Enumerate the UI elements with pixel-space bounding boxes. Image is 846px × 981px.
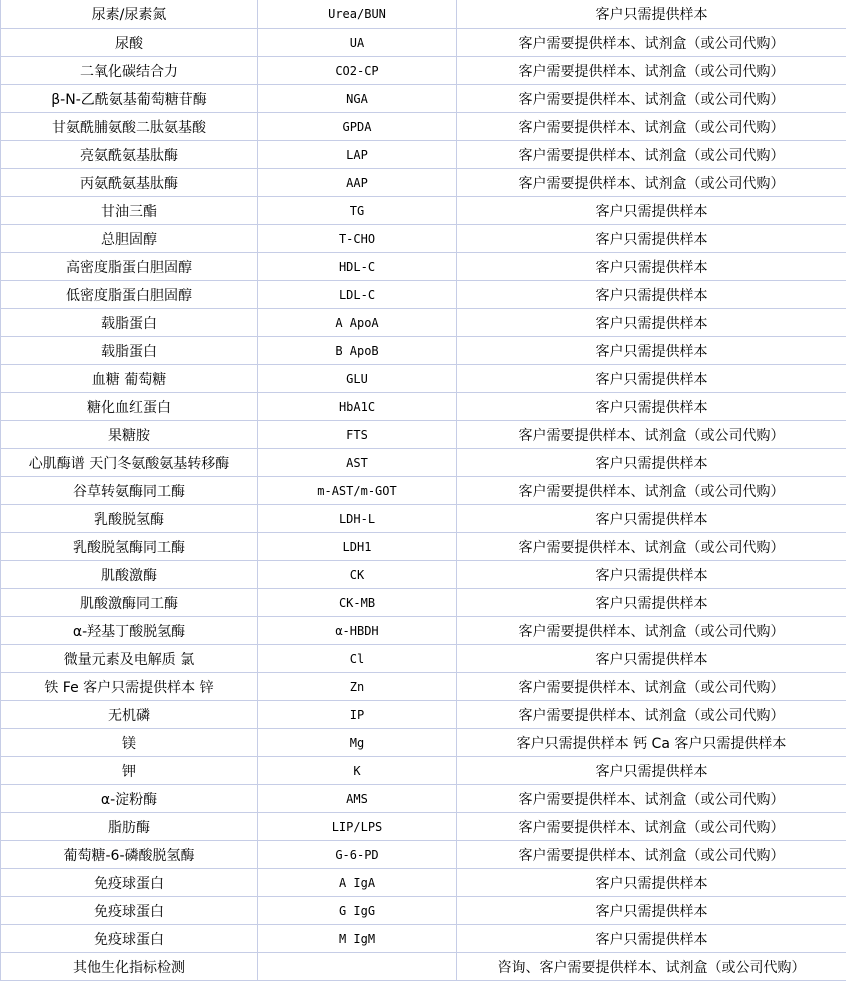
table-row — [1, 729, 846, 757]
table-row — [1, 533, 846, 561]
test-name-cell: α-淀粉酶 — [1, 785, 258, 813]
test-abbreviation-cell: UA — [258, 29, 457, 57]
test-name-cell: 镁 — [1, 729, 258, 757]
test-name-cell: 亮氨酰氨基肽酶 — [1, 141, 258, 169]
test-abbreviation-cell: Urea/BUN — [258, 0, 457, 29]
test-abbreviation-cell: GLU — [258, 365, 457, 393]
table-row — [1, 785, 846, 813]
test-abbreviation-cell: α-HBDH — [258, 617, 457, 645]
sample-requirement-cell: 客户只需提供样本 — [457, 561, 846, 589]
test-name-cell: 载脂蛋白 — [1, 309, 258, 337]
test-abbreviation-cell: AAP — [258, 169, 457, 197]
test-name-cell: 甘氨酰脯氨酸二肽氨基酸 — [1, 113, 258, 141]
table-row — [1, 589, 846, 617]
test-name-cell: 其他生化指标检测 — [1, 953, 258, 981]
test-name-cell: 铁 Fe 客户只需提供样本 锌 — [1, 673, 258, 701]
table-row — [1, 225, 846, 253]
sample-requirement-cell: 客户只需提供样本 — [457, 925, 846, 953]
test-abbreviation-cell: HDL-C — [258, 253, 457, 281]
table-row — [1, 421, 846, 449]
test-name-cell: 乳酸脱氢酶 — [1, 505, 258, 533]
sample-requirement-cell: 客户需要提供样本、试剂盒（或公司代购） — [457, 785, 846, 813]
test-name-cell: 肌酸激酶 — [1, 561, 258, 589]
test-abbreviation-cell: M IgM — [258, 925, 457, 953]
table-row — [1, 841, 846, 869]
test-name-cell: 免疫球蛋白 — [1, 925, 258, 953]
sample-requirement-cell: 客户只需提供样本 — [457, 225, 846, 253]
table-row — [1, 925, 846, 953]
test-name-cell: 尿素/尿素氮 — [1, 0, 258, 29]
test-name-cell: 丙氨酰氨基肽酶 — [1, 169, 258, 197]
table-row — [1, 365, 846, 393]
sample-requirement-cell: 客户需要提供样本、试剂盒（或公司代购） — [457, 813, 846, 841]
sample-requirement-cell: 客户需要提供样本、试剂盒（或公司代购） — [457, 673, 846, 701]
table-row — [1, 337, 846, 365]
table-row — [1, 757, 846, 785]
test-abbreviation-cell: B ApoB — [258, 337, 457, 365]
test-name-cell: 微量元素及电解质 氯 — [1, 645, 258, 673]
test-abbreviation-cell: GPDA — [258, 113, 457, 141]
test-name-cell: 血糖 葡萄糖 — [1, 365, 258, 393]
test-name-cell: 载脂蛋白 — [1, 337, 258, 365]
test-abbreviation-cell: K — [258, 757, 457, 785]
test-abbreviation-cell: LDH-L — [258, 505, 457, 533]
test-name-cell: 总胆固醇 — [1, 225, 258, 253]
table-row — [1, 141, 846, 169]
sample-requirement-cell: 客户只需提供样本 — [457, 897, 846, 925]
test-abbreviation-cell: G-6-PD — [258, 841, 457, 869]
test-name-cell: 甘油三酯 — [1, 197, 258, 225]
test-name-cell: 脂肪酶 — [1, 813, 258, 841]
table-row — [1, 309, 846, 337]
test-name-cell: 高密度脂蛋白胆固醇 — [1, 253, 258, 281]
table-row — [1, 617, 846, 645]
test-name-cell: 谷草转氨酶同工酶 — [1, 477, 258, 505]
table-row — [1, 253, 846, 281]
test-abbreviation-cell — [258, 953, 457, 981]
test-name-cell: α-羟基丁酸脱氢酶 — [1, 617, 258, 645]
sample-requirement-cell: 客户需要提供样本、试剂盒（或公司代购） — [457, 29, 846, 57]
table-row — [1, 449, 846, 477]
test-name-cell: 葡萄糖-6-磷酸脱氢酶 — [1, 841, 258, 869]
test-abbreviation-cell: T-CHO — [258, 225, 457, 253]
table-row — [1, 869, 846, 897]
test-name-cell: 无机磷 — [1, 701, 258, 729]
sample-requirement-cell: 客户只需提供样本 — [457, 0, 846, 29]
table-row — [1, 0, 846, 29]
test-abbreviation-cell: AST — [258, 449, 457, 477]
test-abbreviation-cell: m-AST/m-GOT — [258, 477, 457, 505]
table-row — [1, 561, 846, 589]
sample-requirement-cell: 客户需要提供样本、试剂盒（或公司代购） — [457, 617, 846, 645]
sample-requirement-cell: 客户需要提供样本、试剂盒（或公司代购） — [457, 841, 846, 869]
sample-requirement-cell: 客户只需提供样本 — [457, 757, 846, 785]
test-name-cell: 免疫球蛋白 — [1, 897, 258, 925]
test-name-cell: 糖化血红蛋白 — [1, 393, 258, 421]
sample-requirement-cell: 客户需要提供样本、试剂盒（或公司代购） — [457, 169, 846, 197]
sample-requirement-cell: 客户需要提供样本、试剂盒（或公司代购） — [457, 113, 846, 141]
table-row — [1, 477, 846, 505]
table-row — [1, 57, 846, 85]
test-name-cell: β-N-乙酰氨基葡萄糖苷酶 — [1, 85, 258, 113]
test-abbreviation-cell: AMS — [258, 785, 457, 813]
test-abbreviation-cell: G IgG — [258, 897, 457, 925]
table-row — [1, 169, 846, 197]
test-abbreviation-cell: CO2-CP — [258, 57, 457, 85]
sample-requirement-cell: 客户只需提供样本 — [457, 281, 846, 309]
table-row — [1, 85, 846, 113]
sample-requirement-cell: 客户只需提供样本 — [457, 309, 846, 337]
table-row — [1, 113, 846, 141]
test-abbreviation-cell: Cl — [258, 645, 457, 673]
test-abbreviation-cell: FTS — [258, 421, 457, 449]
table-row — [1, 813, 846, 841]
table-row — [1, 645, 846, 673]
test-name-cell: 尿酸 — [1, 29, 258, 57]
sample-requirement-cell: 客户只需提供样本 — [457, 365, 846, 393]
test-abbreviation-cell: CK — [258, 561, 457, 589]
sample-requirement-cell: 客户只需提供样本 — [457, 645, 846, 673]
sample-requirement-cell: 客户只需提供样本 — [457, 505, 846, 533]
test-abbreviation-cell: NGA — [258, 85, 457, 113]
table-row — [1, 393, 846, 421]
sample-requirement-cell: 客户只需提供样本 — [457, 393, 846, 421]
test-abbreviation-cell: CK-MB — [258, 589, 457, 617]
sample-requirement-cell: 客户只需提供样本 — [457, 337, 846, 365]
sample-requirement-cell: 咨询、客户需要提供样本、试剂盒（或公司代购） — [457, 953, 846, 981]
test-name-cell: 心肌酶谱 天门冬氨酸氨基转移酶 — [1, 449, 258, 477]
test-name-cell: 肌酸激酶同工酶 — [1, 589, 258, 617]
table-row — [1, 701, 846, 729]
sample-requirement-cell: 客户需要提供样本、试剂盒（或公司代购） — [457, 141, 846, 169]
table-row — [1, 281, 846, 309]
test-abbreviation-cell: LIP/LPS — [258, 813, 457, 841]
test-name-cell: 二氧化碳结合力 — [1, 57, 258, 85]
test-name-cell: 钾 — [1, 757, 258, 785]
sample-requirement-cell: 客户只需提供样本 — [457, 449, 846, 477]
test-abbreviation-cell: TG — [258, 197, 457, 225]
test-abbreviation-cell: Zn — [258, 673, 457, 701]
table-body — [1, 0, 846, 981]
table-row — [1, 897, 846, 925]
test-abbreviation-cell: IP — [258, 701, 457, 729]
test-name-cell: 乳酸脱氢酶同工酶 — [1, 533, 258, 561]
sample-requirement-cell: 客户只需提供样本 — [457, 197, 846, 225]
sample-requirement-cell: 客户需要提供样本、试剂盒（或公司代购） — [457, 421, 846, 449]
table-row — [1, 673, 846, 701]
test-abbreviation-cell: A ApoA — [258, 309, 457, 337]
table-row — [1, 953, 846, 981]
sample-requirement-cell: 客户只需提供样本 — [457, 253, 846, 281]
sample-requirement-cell: 客户只需提供样本 钙 Ca 客户只需提供样本 — [457, 729, 846, 757]
sample-requirement-cell: 客户需要提供样本、试剂盒（或公司代购） — [457, 85, 846, 113]
sample-requirement-cell: 客户只需提供样本 — [457, 869, 846, 897]
test-abbreviation-cell: HbA1C — [258, 393, 457, 421]
test-abbreviation-cell: A IgA — [258, 869, 457, 897]
test-name-cell: 果糖胺 — [1, 421, 258, 449]
sample-requirement-cell: 客户需要提供样本、试剂盒（或公司代购） — [457, 533, 846, 561]
test-abbreviation-cell: LDH1 — [258, 533, 457, 561]
sample-requirement-cell: 客户需要提供样本、试剂盒（或公司代购） — [457, 477, 846, 505]
table-row — [1, 29, 846, 57]
sample-requirement-cell: 客户只需提供样本 — [457, 589, 846, 617]
table-row — [1, 197, 846, 225]
test-abbreviation-cell: LDL-C — [258, 281, 457, 309]
test-name-cell: 低密度脂蛋白胆固醇 — [1, 281, 258, 309]
sample-requirement-cell: 客户需要提供样本、试剂盒（或公司代购） — [457, 57, 846, 85]
test-abbreviation-cell: LAP — [258, 141, 457, 169]
test-name-cell: 免疫球蛋白 — [1, 869, 258, 897]
test-abbreviation-cell: Mg — [258, 729, 457, 757]
sample-requirement-cell: 客户需要提供样本、试剂盒（或公司代购） — [457, 701, 846, 729]
table-row — [1, 505, 846, 533]
